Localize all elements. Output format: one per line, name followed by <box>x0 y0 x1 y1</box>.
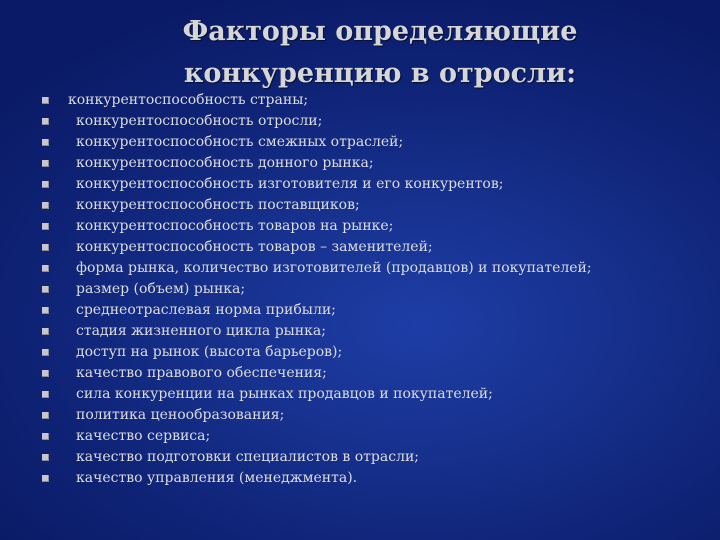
list-item <box>42 468 712 489</box>
list-item-text: политика ценообразования; <box>76 407 285 423</box>
list-item <box>42 405 712 426</box>
list-item <box>42 279 712 300</box>
slide-title: Факторы определяющие конкуренцию в отросли: <box>182 16 578 89</box>
list-item-text: конкурентоспособность отросли; <box>76 113 323 129</box>
square-bullet-icon <box>42 97 49 104</box>
list-item-text: конкурентоспособность товаров – заменителей; <box>76 239 433 255</box>
square-bullet-icon <box>42 139 49 146</box>
list-item-text: качество подготовки специалистов в отрасли; <box>76 449 420 465</box>
list-item-text: конкурентоспособность товаров на рынке; <box>76 218 394 234</box>
list-item <box>42 447 712 468</box>
square-bullet-icon <box>42 307 49 314</box>
square-bullet-icon <box>42 244 49 251</box>
list-item-text: конкурентоспособность поставщиков; <box>76 197 360 213</box>
list-item <box>42 384 712 405</box>
list-item-text: качество управления (менеджмента). <box>76 470 358 486</box>
square-bullet-icon <box>42 328 49 335</box>
list-item <box>42 195 712 216</box>
list-item <box>42 258 712 279</box>
list-item-text: конкурентоспособность изготовителя и его конкурентов; <box>76 176 504 192</box>
list-item <box>42 153 712 174</box>
list-item <box>42 426 712 447</box>
list-item-text: конкурентоспособность смежных отраслей; <box>76 134 404 150</box>
list-item-text: сила конкуренции на рынках продавцов и покупателей; <box>76 386 493 402</box>
square-bullet-icon <box>42 118 49 125</box>
list-item <box>42 342 712 363</box>
list-item <box>42 300 712 321</box>
square-bullet-icon <box>42 286 49 293</box>
list-item <box>42 174 712 195</box>
square-bullet-icon <box>42 433 49 440</box>
list-item-text: форма рынка, количество изготовителей (продавцов) и покупателей; <box>76 260 592 276</box>
list-item <box>42 321 712 342</box>
list-item <box>42 90 712 111</box>
square-bullet-icon <box>42 370 49 377</box>
square-bullet-icon <box>42 160 49 167</box>
list-item <box>42 216 712 237</box>
list-item-text: размер (объем) рынка; <box>76 281 246 297</box>
square-bullet-icon <box>42 412 49 419</box>
list-item-text: среднеотраслевая норма прибыли; <box>76 302 336 318</box>
list-item <box>42 363 712 384</box>
square-bullet-icon <box>42 349 49 356</box>
list-item-text: доступ на рынок (высота барьеров); <box>76 344 343 360</box>
list-item <box>42 237 712 258</box>
list-item-text: конкурентоспособность страны; <box>68 92 309 108</box>
square-bullet-icon <box>42 391 49 398</box>
square-bullet-icon <box>42 454 49 461</box>
list-item-text: стадия жизненного цикла рынка; <box>76 323 326 339</box>
square-bullet-icon <box>42 181 49 188</box>
list-item-text: качество правового обеспечения; <box>76 365 327 381</box>
square-bullet-icon <box>42 202 49 209</box>
list-item <box>42 111 712 132</box>
factor-list <box>42 90 712 489</box>
list-item-text: качество сервиса; <box>76 428 211 444</box>
square-bullet-icon <box>42 223 49 230</box>
list-item-text: конкурентоспособность донного рынка; <box>76 155 374 171</box>
square-bullet-icon <box>42 475 49 482</box>
list-item <box>42 132 712 153</box>
square-bullet-icon <box>42 265 49 272</box>
